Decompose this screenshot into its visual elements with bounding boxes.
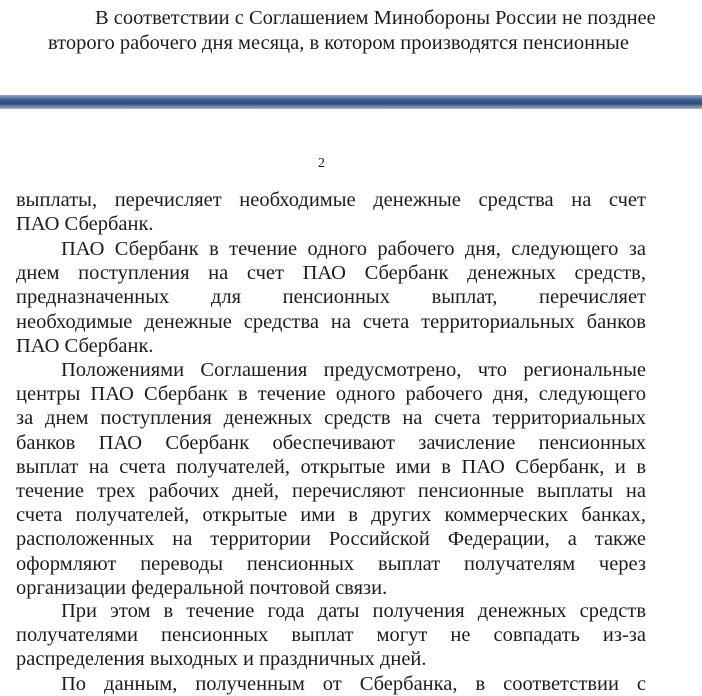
text-line: По данным, полученным от Сбербанка, в соответствии с (61, 673, 646, 695)
previous-page-line-2: второго рабочего дня месяца, в котором производятся пенсионные (48, 32, 629, 54)
paragraph-5-partial (16, 672, 646, 696)
text-line: расположенных на территории Российской Федерации, а также (16, 528, 646, 551)
text-line: центры ПАО Сбербанк в течение одного рабочего дня, следующего (16, 383, 646, 406)
text-line: выплат на счета получателей, открытые ими в ПАО Сбербанк, и в (16, 455, 646, 478)
page-number: 2 (318, 156, 325, 171)
page-separator (0, 95, 702, 109)
text-line: предназначенных для пенсионных выплат, перечисляет (16, 286, 646, 309)
text-line: Положениями Соглашения предусмотрено, что региональные (61, 359, 646, 381)
text-line: оформляют переводы пенсионных выплат получателям через (16, 552, 646, 575)
text-line: При этом в течение года даты получения денежных средств (61, 600, 646, 622)
previous-page-line-1: В соответствии с Соглашением Минобороны России не позднее (95, 7, 656, 29)
text-line: распределения выходных и праздничных дней. (16, 648, 427, 671)
text-line: за днем поступления денежных средств на счета территориальных (16, 407, 646, 430)
paragraph-1 (16, 188, 646, 236)
paragraph-4 (16, 599, 646, 672)
paragraph-3 (16, 358, 646, 600)
text-line: получателями пенсионных выплат могут не совпадать из-за (16, 624, 646, 647)
text-line: ПАО Сбербанк. (16, 334, 154, 357)
text-line: днем поступления на счет ПАО Сбербанк денежных средств, (16, 262, 646, 285)
text-line: организации федеральной почтовой связи. (16, 576, 388, 599)
text-line: течение трех рабочих дней, перечисляют пенсионные выплаты на (16, 480, 646, 503)
text-line: необходимые денежные средства на счета территориальных банков (16, 310, 646, 333)
text-line: выплаты, перечисляет необходимые денежные средства на счет (16, 189, 646, 211)
text-line: ПАО Сбербанк. (16, 213, 154, 236)
text-line: счета получателей, открытые ими в других коммерческих банках, (16, 504, 646, 527)
paragraph-2 (16, 237, 646, 358)
text-line: банков ПАО Сбербанк обеспечивают зачисление пенсионных (16, 431, 646, 454)
text-line: ПАО Сбербанк в течение одного рабочего дня, следующего за (61, 238, 646, 260)
